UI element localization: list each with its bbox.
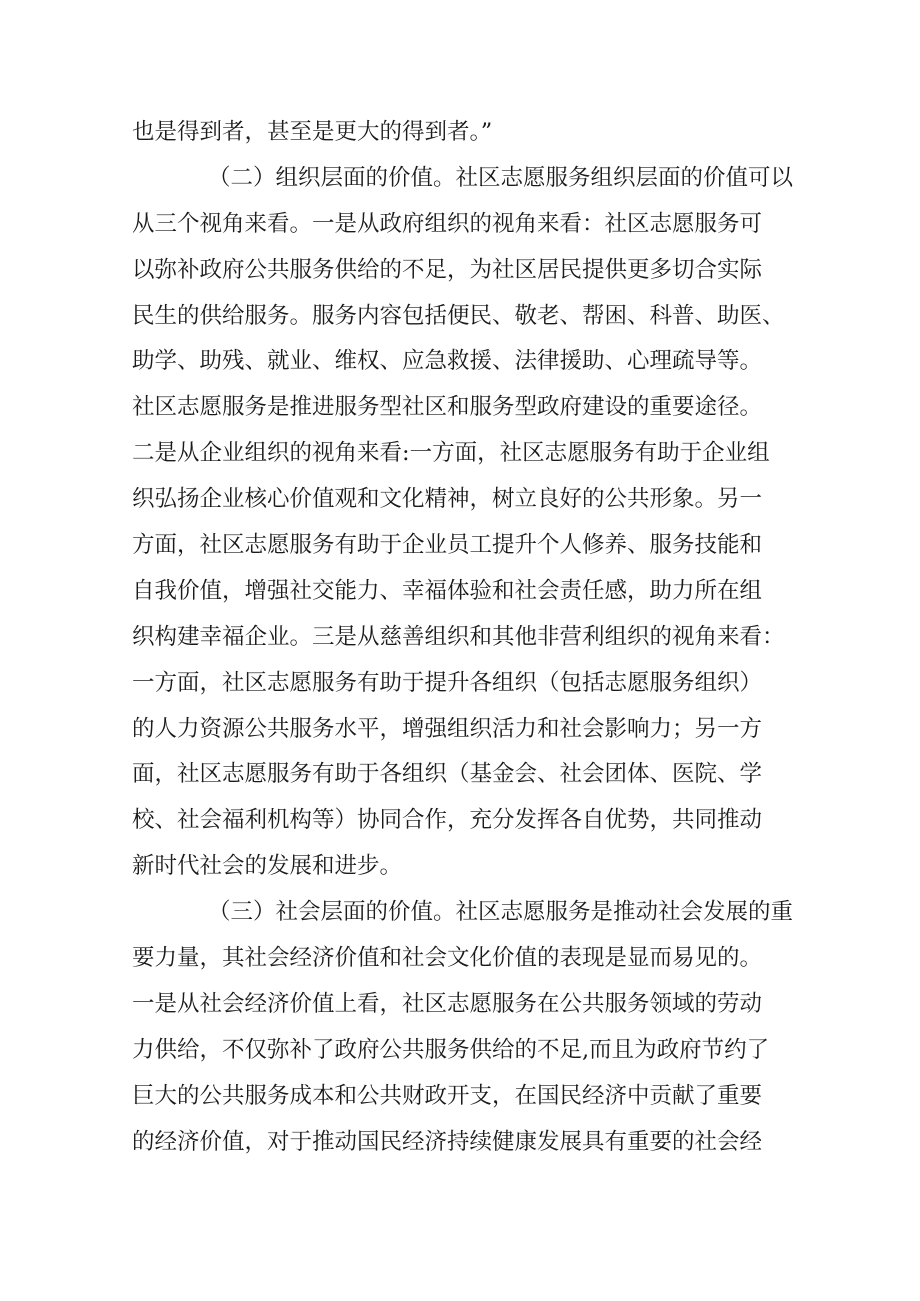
text-line: 要力量，其社会经济价值和社会文化价值的表现是显而易见的。 — [132, 945, 763, 972]
text-line: （三）社会层面的价值。社区志愿服务是推动社会发展的重 — [208, 899, 794, 926]
text-line: 一方面，社区志愿服务有助于提升各组织（包括志愿服务组织） — [132, 669, 763, 696]
text-line: 方面，社区志愿服务有助于企业员工提升个人修养、服务技能和 — [132, 532, 763, 559]
text-line: 新时代社会的发展和进步。 — [132, 853, 403, 880]
text-line: 也是得到者，甚至是更大的得到者。” — [132, 119, 493, 145]
text-line: 助学、助残、就业、维权、应急救援、法律援助、心理疏导等。 — [132, 348, 763, 375]
text-line: 一是从社会经济价值上看，社区志愿服务在公共服务领域的劳动 — [132, 990, 763, 1017]
text-line: 校、社会福利机构等）协同合作，充分发挥各自优势，共同推动 — [132, 807, 763, 834]
body-text — [132, 110, 822, 1165]
text-line: 的经济价值，对于推动国民经济持续健康发展具有重要的社会经 — [132, 1128, 763, 1155]
paragraph — [132, 890, 822, 1165]
text-line: 力供给，不仅弥补了政府公共服务供给的不足,而且为政府节约了 — [132, 1036, 770, 1063]
text-line: 织弘扬企业核心价值观和文化精神，树立良好的公共形象。另一 — [132, 486, 763, 513]
text-line: 面，社区志愿服务有助于各组织（基金会、社会团体、医院、学 — [132, 761, 763, 788]
paragraph — [132, 156, 822, 890]
text-line: 织构建幸福企业。三是从慈善组织和其他非营利组织的视角来看： — [132, 623, 785, 650]
text-line: 社区志愿服务是推进服务型社区和服务型政府建设的重要途径。 — [132, 394, 763, 421]
text-line: 从三个视角来看。一是从政府组织的视角来看：社区志愿服务可 — [132, 210, 763, 237]
paragraph — [132, 110, 822, 156]
text-line: 的人力资源公共服务水平，增强组织活力和社会影响力；另一方 — [132, 715, 763, 742]
text-line: 自我价值，增强社交能力、幸福体验和社会责任感，助力所在组 — [132, 577, 763, 604]
text-line: 民生的供给服务。服务内容包括便民、敬老、帮困、科普、助医、 — [132, 302, 785, 329]
text-line: （二）组织层面的价值。社区志愿服务组织层面的价值可以 — [208, 164, 794, 191]
text-line: 二是从企业组织的视角来看:一方面，社区志愿服务有助于企业组 — [132, 440, 770, 467]
text-line: 以弥补政府公共服务供给的不足，为社区居民提供更多切合实际 — [132, 256, 763, 283]
text-line: 巨大的公共服务成本和公共财政开支，在国民经济中贡献了重要 — [132, 1082, 763, 1109]
